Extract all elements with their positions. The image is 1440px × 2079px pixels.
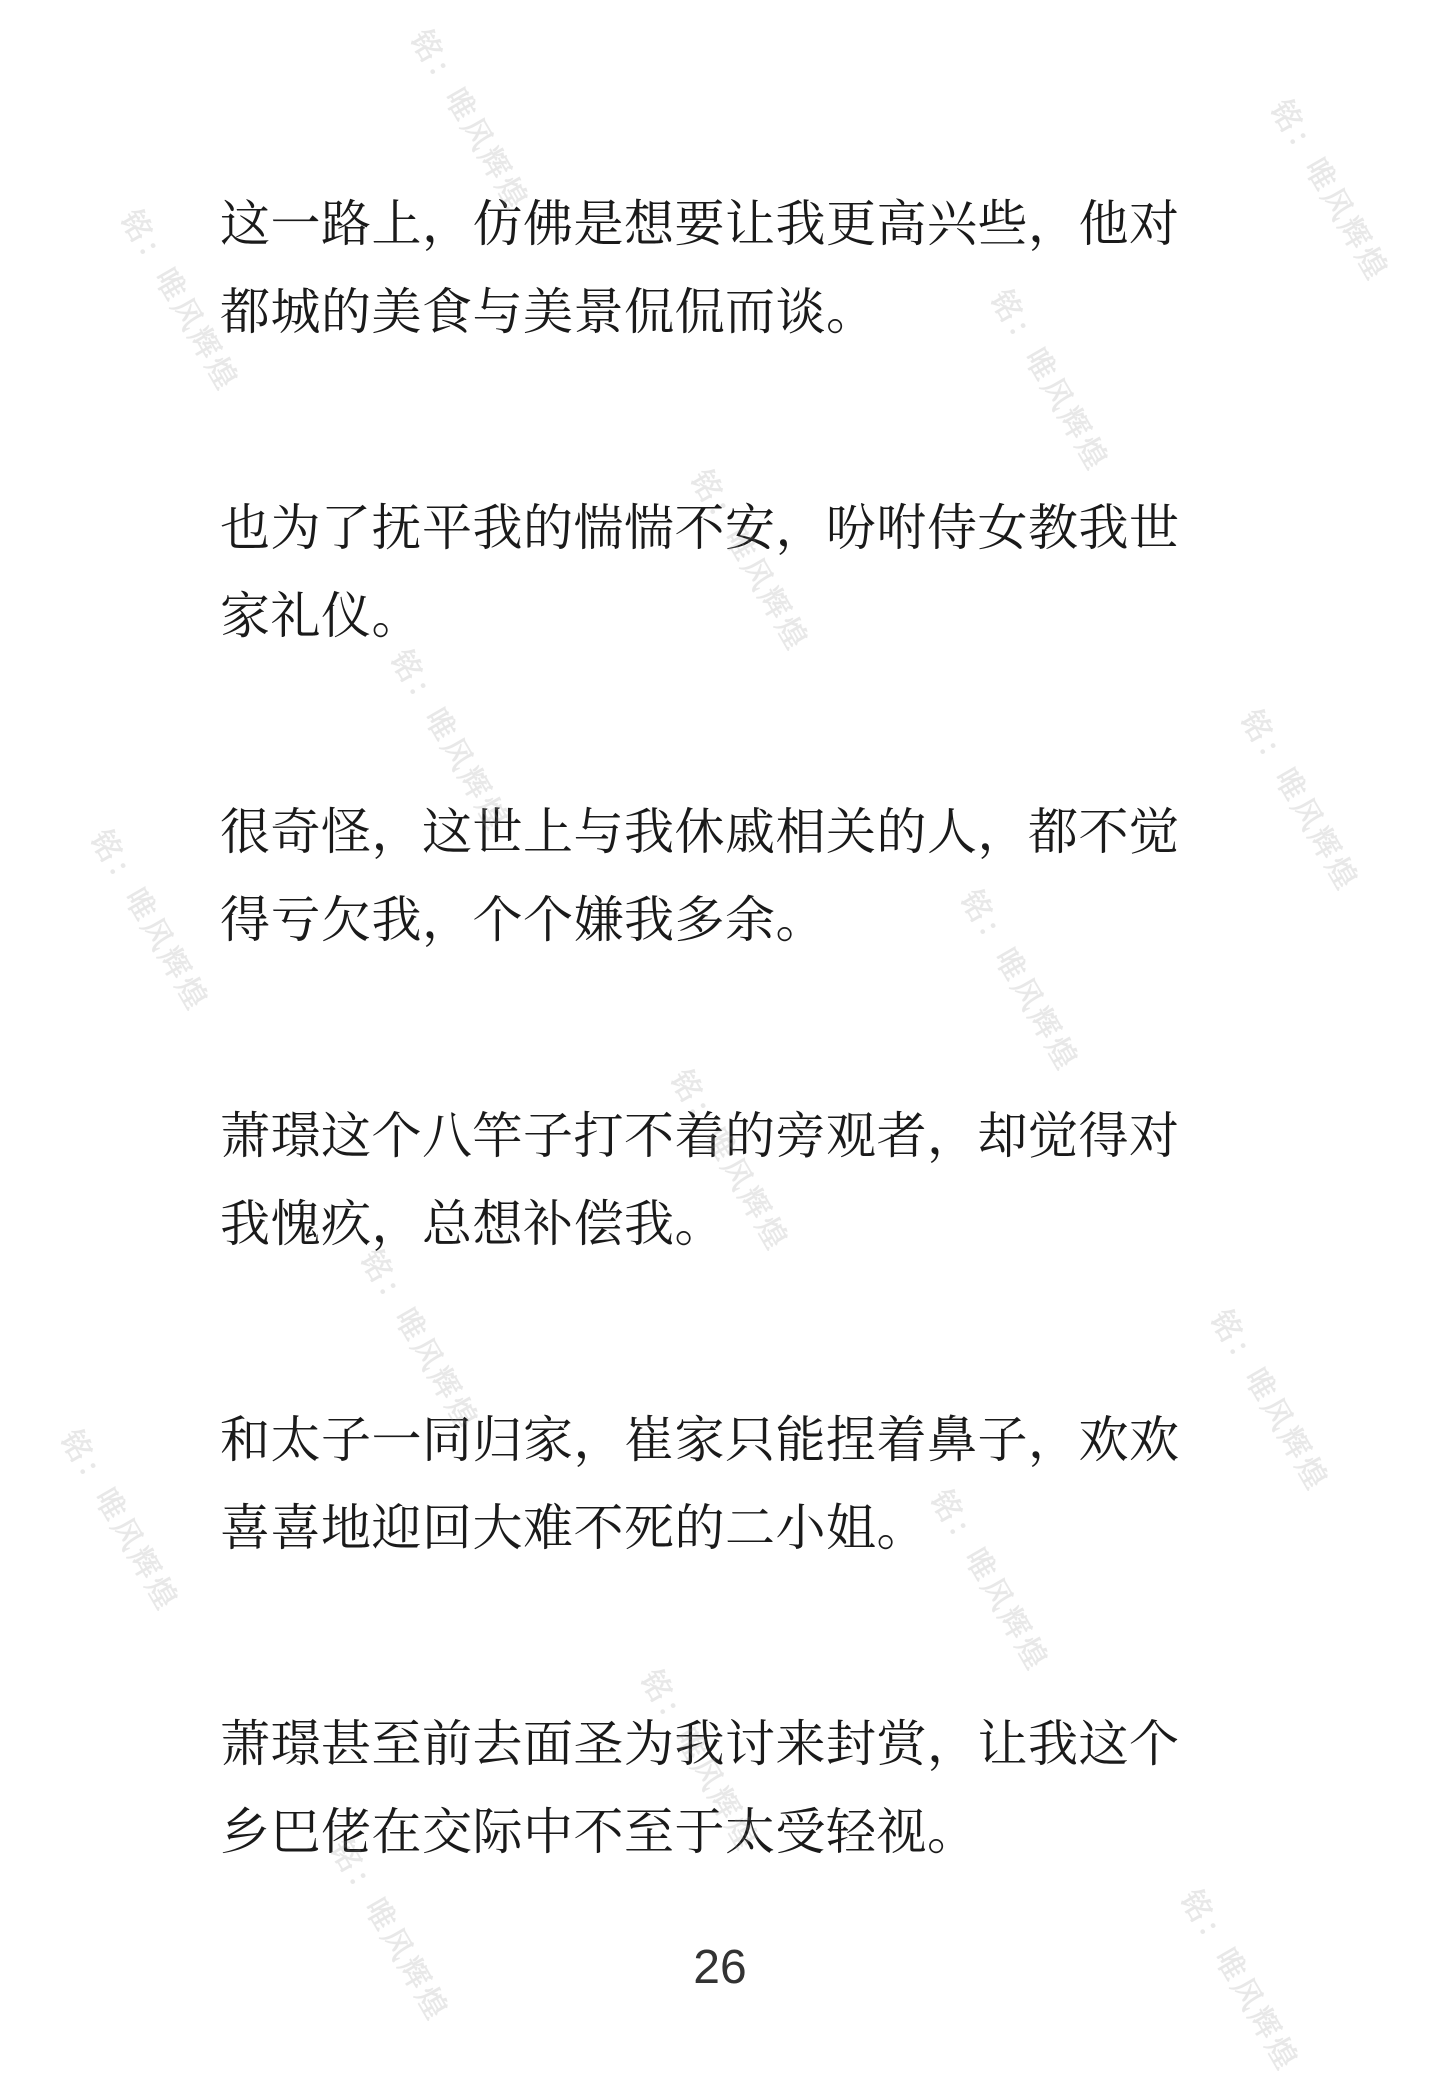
watermark: 铭：唯风辉煌: [112, 204, 246, 399]
watermark: 铭：唯风辉煌: [352, 1244, 486, 1439]
paragraph-line: 萧璟这个八竿子打不着的旁观者，却觉得对: [220, 1107, 1180, 1165]
watermark: 铭：唯风辉煌: [982, 284, 1116, 479]
paragraph-4: [220, 1092, 1230, 1268]
paragraph-2: [220, 484, 1230, 660]
paragraph-line: 这一路上，仿佛是想要让我更高兴些，他对: [220, 195, 1180, 253]
watermark: 铭：唯风辉煌: [382, 644, 516, 839]
watermark: 铭：唯风辉煌: [1202, 1304, 1336, 1499]
paragraph-line: 家礼仪。: [220, 587, 422, 645]
watermark: 铭：唯风辉煌: [1262, 94, 1396, 289]
paragraph-line: 得亏欠我，个个嫌我多余。: [220, 891, 826, 949]
watermark: 铭：唯风辉煌: [1232, 704, 1366, 899]
watermark: 铭：唯风辉煌: [1172, 1884, 1306, 2079]
paragraph-line: 喜喜地迎回大难不死的二小姐。: [220, 1499, 927, 1557]
paragraph-1: [220, 180, 1230, 356]
watermark: 铭：唯风辉煌: [922, 1484, 1056, 1679]
watermark: 铭：唯风辉煌: [402, 24, 536, 219]
watermark: 铭：唯风辉煌: [82, 824, 216, 1019]
watermark: 铭：唯风辉煌: [52, 1424, 186, 1619]
watermark: 铭：唯风辉煌: [662, 1064, 796, 1259]
body-text: [220, 180, 1230, 2004]
paragraph-5: [220, 1396, 1230, 1572]
page-number: 26: [693, 1941, 747, 1994]
paragraph-line: 和太子一同归家，崔家只能捏着鼻子，欢欢: [220, 1411, 1180, 1469]
watermark: 铭：唯风辉煌: [632, 1664, 766, 1859]
paragraph-line: 也为了抚平我的惴惴不安，吩咐侍女教我世: [220, 499, 1180, 557]
paragraph-line: 很奇怪，这世上与我休戚相关的人，都不觉: [220, 803, 1180, 861]
paragraph-line: 萧璟甚至前去面圣为我讨来封赏，让我这个: [220, 1715, 1180, 1773]
paragraph-line: 都城的美食与美景侃侃而谈。: [220, 283, 877, 341]
watermark: 铭：唯风辉煌: [952, 884, 1086, 1079]
paragraph-line: 乡巴佬在交际中不至于太受轻视。: [220, 1803, 978, 1861]
paragraph-3: [220, 788, 1230, 964]
watermark: 铭：唯风辉煌: [322, 1834, 456, 2029]
paragraph-line: 我愧疚，总想补偿我。: [220, 1195, 725, 1253]
paragraph-6: [220, 1700, 1230, 1876]
watermark: 铭：唯风辉煌: [682, 464, 816, 659]
